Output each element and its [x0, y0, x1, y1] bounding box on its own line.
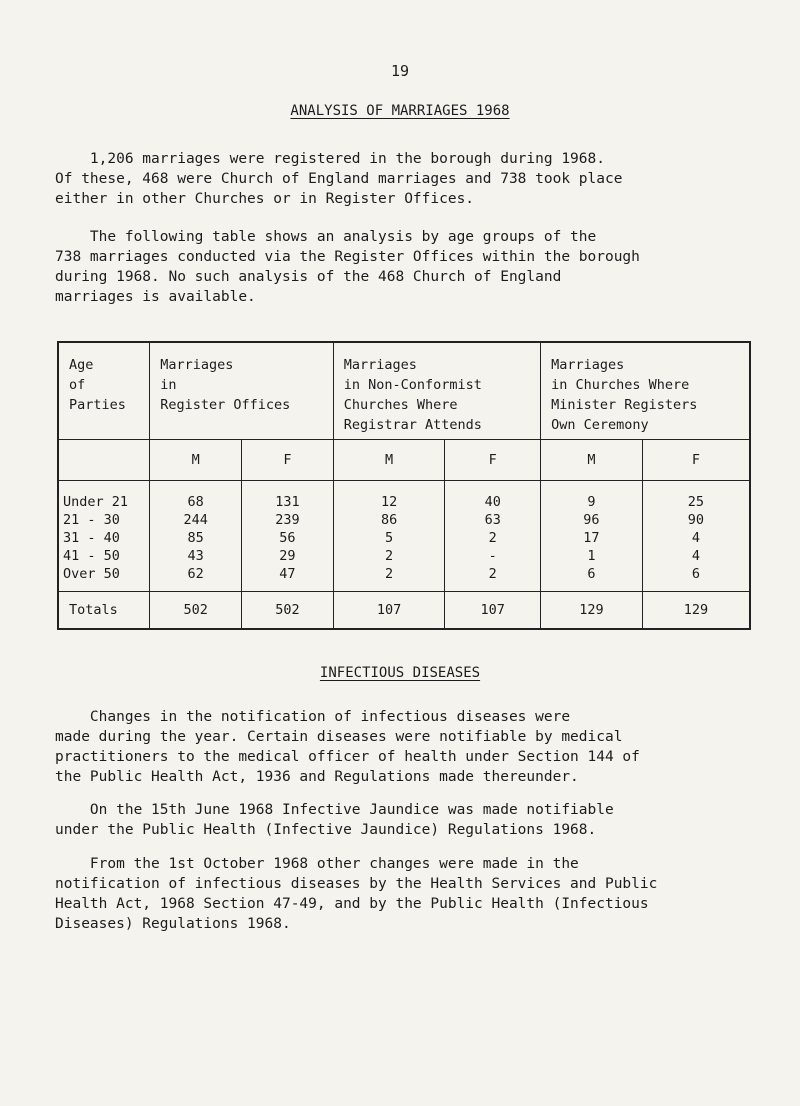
age-group-label: 41 - 50 — [63, 548, 120, 564]
table-cell: 63 — [484, 512, 501, 528]
sex-label: M — [150, 440, 242, 481]
table-cell: 6 — [691, 566, 700, 582]
table-cell: 131 — [275, 494, 300, 510]
total-value: 502 — [242, 592, 334, 630]
minister-m-column — [541, 481, 643, 592]
marriages-table — [57, 341, 751, 630]
sex-label: M — [333, 440, 445, 481]
sex-label: F — [242, 440, 334, 481]
table-cell: 56 — [279, 530, 296, 546]
total-value: 502 — [150, 592, 242, 630]
table-cell: 1 — [587, 548, 596, 564]
table-cell: 68 — [187, 494, 204, 510]
age-column — [58, 481, 150, 592]
sex-label: F — [445, 440, 541, 481]
table-cell: 17 — [583, 530, 600, 546]
register-m-column — [150, 481, 242, 592]
table-cell: 86 — [380, 512, 398, 528]
table-cell: 12 — [380, 494, 398, 510]
table-cell: - — [488, 548, 497, 564]
table-cell: 6 — [587, 566, 596, 582]
infectious-diseases-heading: INFECTIOUS DISEASES — [319, 665, 481, 681]
table-cell: 43 — [187, 548, 204, 564]
table-cell: 85 — [187, 530, 204, 546]
table-cell: 2 — [385, 566, 394, 582]
table-cell: 25 — [687, 494, 705, 510]
age-group-label: Under 21 — [63, 494, 129, 510]
table-cell: 96 — [583, 512, 600, 528]
table-cell: 9 — [587, 494, 596, 510]
total-value: 129 — [642, 592, 750, 630]
notification-changes-paragraph: Changes in the notification of infectious diseases were made during the year. Certain diseases were notifiable by medical practitioners to the medical officer of health under Section 144 of the Public Health Act, 1936 and Regulations made thereunder. — [55, 709, 640, 785]
marriages-intro-paragraph: 1,206 marriages were registered in the borough during 1968. Of these, 468 were Church of England marriages and 738 took place either in other Churches or in Register Offices. — [55, 151, 623, 207]
nonconformist-m-column — [333, 481, 445, 592]
table-cell: 244 — [183, 512, 208, 528]
header-minister-registers: Marriages in Churches Where Minister Registers Own Ceremony — [541, 342, 750, 440]
sex-header-blank — [58, 440, 150, 481]
table-cell: 2 — [385, 548, 394, 564]
table-cell: 5 — [385, 530, 394, 546]
table-cell: 47 — [279, 566, 296, 582]
marriages-heading: ANALYSIS OF MARRIAGES 1968 — [290, 103, 510, 119]
sex-label: F — [642, 440, 750, 481]
table-cell: 62 — [187, 566, 204, 582]
header-age: Age of Parties — [58, 342, 150, 440]
table-description-paragraph: The following table shows an analysis by age groups of the 738 marriages conducted via the Register Offices within the borough during 1968. No such analysis of the 468 Church of England marriages is available. — [55, 229, 640, 305]
total-value: 129 — [541, 592, 643, 630]
nonconformist-f-column — [445, 481, 541, 592]
table-cell: 90 — [687, 512, 705, 528]
table-cell: 4 — [691, 530, 700, 546]
table-cell: 4 — [691, 548, 700, 564]
header-register-offices: Marriages in Register Offices — [150, 342, 334, 440]
header-non-conformist: Marriages in Non-Conformist Churches Where Registrar Attends — [333, 342, 540, 440]
october-changes-paragraph: From the 1st October 1968 other changes were made in the notification of infectious diseases by the Health Services and Public Health Act, 1968 Section 47-49, and by the Public Health (Infectious Diseases) Regulations 1968. — [55, 856, 658, 932]
total-value: 107 — [445, 592, 541, 630]
page-number: 19 — [390, 62, 410, 80]
sex-label: M — [541, 440, 643, 481]
age-group-label: Over 50 — [63, 566, 120, 582]
total-value: 107 — [333, 592, 445, 630]
table-cell: 40 — [484, 494, 501, 510]
table-cell: 29 — [279, 548, 296, 564]
register-f-column — [242, 481, 334, 592]
age-group-label: 31 - 40 — [63, 530, 120, 546]
totals-label: Totals — [58, 592, 150, 630]
infective-jaundice-paragraph: On the 15th June 1968 Infective Jaundice was made notifiable under the Public Health (Infective Jaundice) Regulations 1968. — [55, 802, 614, 838]
table-cell: 239 — [275, 512, 300, 528]
table-cell: 2 — [488, 566, 497, 582]
minister-f-column — [642, 481, 750, 592]
table-cell: 2 — [488, 530, 497, 546]
age-group-label: 21 - 30 — [63, 512, 120, 528]
